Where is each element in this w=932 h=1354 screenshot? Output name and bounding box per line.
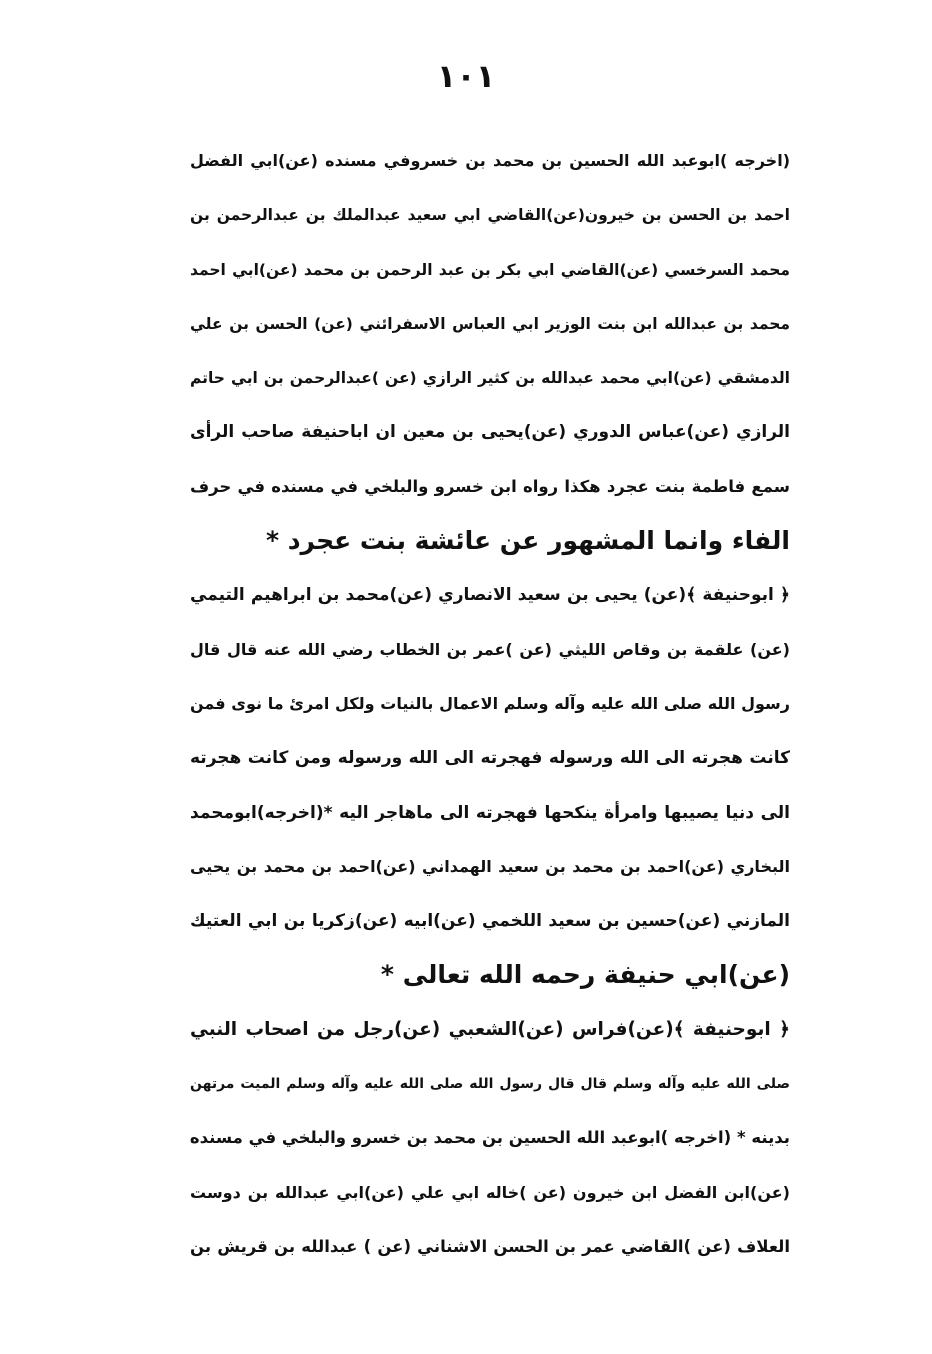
text-line: ﴿ ابوحنيفة ﴾(عن) يحيى بن سعيد الانصاري (عن)محمد بن ابراهيم التيمي (190, 585, 790, 606)
text-line: بدينه * (اخرجه )ابوعبد الله الحسين بن محمد بن خسرو والبلخي في مسنده (190, 1128, 790, 1148)
text-line: الى دنيا يصيبها وامرأة ينكحها فهجرته الى ماهاجر اليه *(اخرجه)ابومحمد (190, 802, 790, 823)
text-line: (اخرجه )ابوعبد الله الحسين بن محمد بن خسروفي مسنده (عن)ابي الفضل (190, 151, 790, 170)
page-number: ١٠١ (436, 57, 496, 95)
text-line: ﴿ ابوحنيفة ﴾(عن)فراس (عن)الشعبي (عن)رجل من اصحاب النبي (190, 1018, 790, 1040)
text-line: العلاف (عن )القاضي عمر بن الحسن الاشناني (عن ) عبدالله بن قريش بن (190, 1236, 790, 1256)
text-line: محمد السرخسي (عن)القاضي ابي بكر بن عبد الرحمن بن محمد (عن)ابي احمد (190, 260, 790, 279)
text-line: (عن) علقمة بن وقاص الليثي (عن )عمر بن الخطاب رضي الله عنه قال قال (190, 639, 790, 659)
text-line: صلى الله عليه وآله وسلم قال قال رسول الله صلى الله عليه وآله وسلم الميت مرتهن (190, 1076, 790, 1093)
text-line: كانت هجرته الى الله ورسوله فهجرته الى الله ورسوله ومن كانت هجرته (190, 748, 790, 769)
text-line: (عن)ابن الفضل ابن خيرون (عن )خاله ابي علي (عن)ابي عبدالله بن دوست (190, 1182, 790, 1202)
text-line: احمد بن الحسن بن خيرون(عن)القاضي ابي سعيد عبدالملك بن عبدالرحمن بن (190, 206, 790, 225)
paragraph-end-line: (عن)ابي حنيفة رحمه الله تعالى * (380, 960, 790, 990)
text-line: سمع فاطمة بنت عجرد هكذا رواه ابن خسرو والبلخي في مسنده في حرف (190, 476, 790, 496)
text-line: محمد بن عبدالله ابن بنت الوزير ابي العباس الاسفرائني (عن) الحسن بن علي (190, 314, 790, 333)
text-line: البخاري (عن)احمد بن محمد بن سعيد الهمداني (عن)احمد بن محمد بن يحيى (190, 856, 790, 876)
text-line: الرازي (عن)عباس الدوري (عن)يحيى بن معين ان اباحنيفة صاحب الرأى (190, 422, 790, 443)
paragraph-end-line: الفاء وانما المشهور عن عائشة بنت عجرد * (265, 526, 790, 556)
body-text (190, 134, 790, 1274)
text-line: الدمشقي (عن)ابي محمد عبدالله بن كثير الرازي (عن )عبدالرحمن بن ابي حاتم (190, 369, 790, 388)
text-line: المازني (عن)حسين بن سعيد اللخمي (عن)ابيه (عن)زكريا بن ابي العتيك (190, 911, 790, 932)
text-line: رسول الله صلى الله عليه وآله وسلم الاعمال بالنيات ولكل امرئ ما نوى فمن (190, 693, 790, 713)
